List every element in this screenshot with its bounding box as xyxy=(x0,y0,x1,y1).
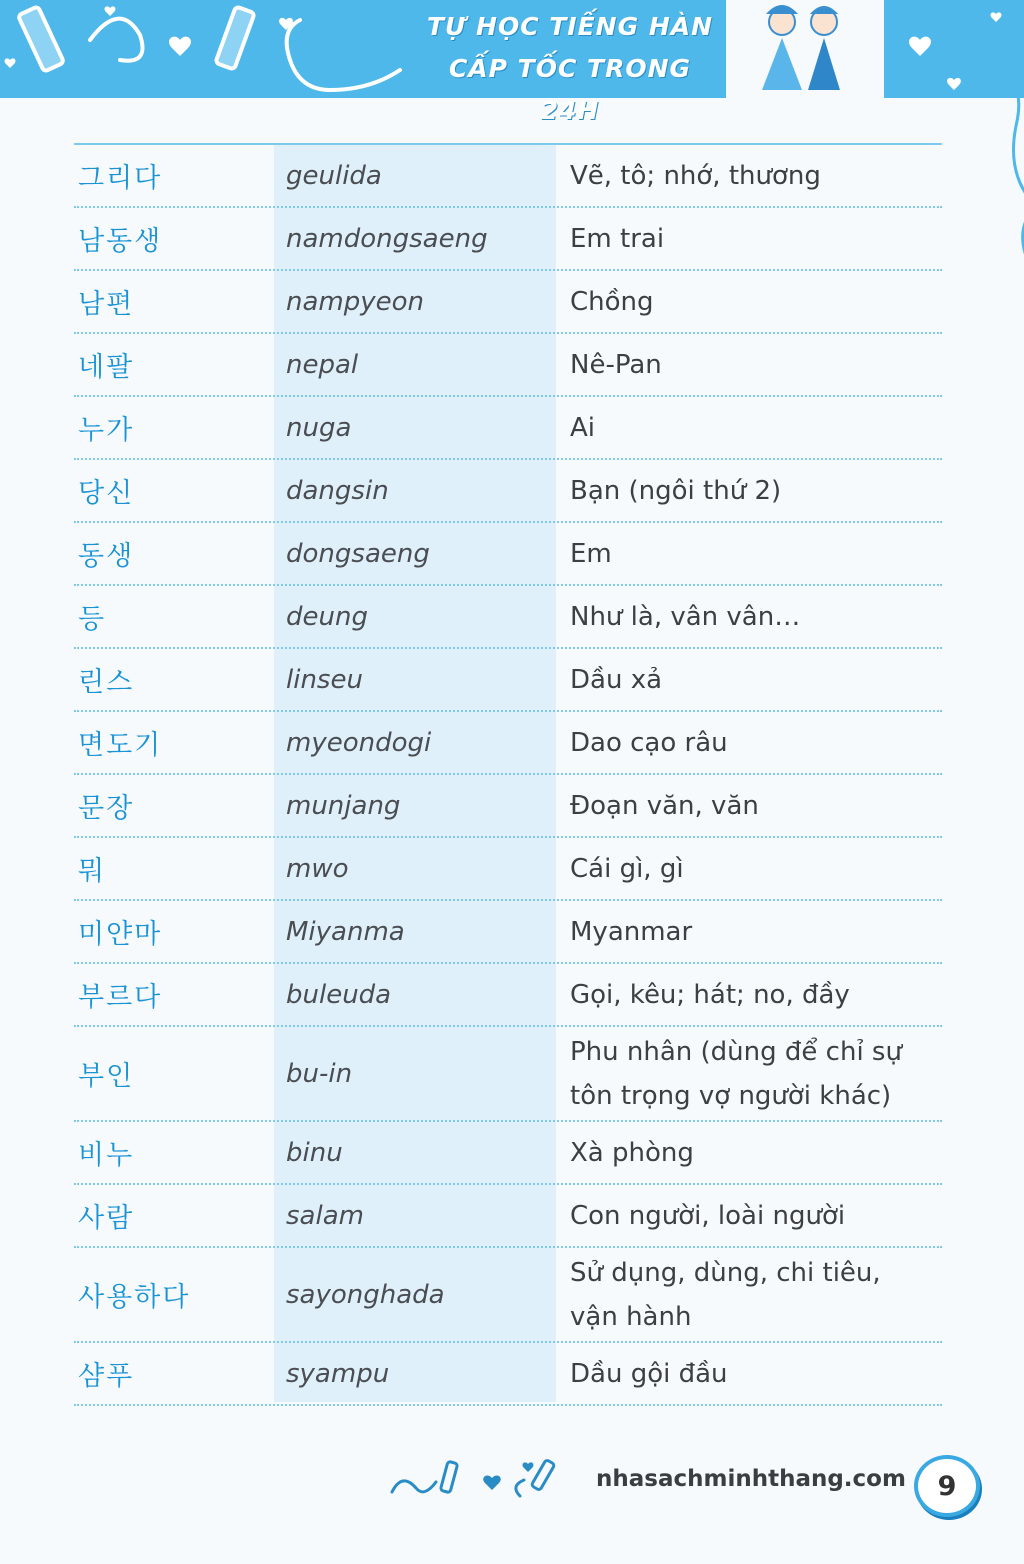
table-row xyxy=(74,1343,942,1406)
vietnamese-meaning: Gọi, kêu; hát; no, đầy xyxy=(570,979,850,1010)
pencil-doodle-icon xyxy=(0,0,420,98)
book-title-line1: TỰ HỌC TIẾNG HÀN xyxy=(426,12,714,41)
romanization: nuga xyxy=(286,412,352,443)
book-title-line2: CẤP TỐC TRONG 24H xyxy=(448,54,692,125)
korean-word: 린스 xyxy=(78,667,135,698)
vietnamese-meaning: Dầu xả xyxy=(570,664,663,695)
vietnamese-meaning: Ai xyxy=(570,412,596,443)
korean-word: 남편 xyxy=(78,289,135,320)
romanization: mwo xyxy=(286,853,349,884)
korean-word: 네팔 xyxy=(78,352,135,383)
korean-word: 등 xyxy=(78,604,107,635)
vietnamese-meaning: Xà phòng xyxy=(570,1137,694,1168)
romanization: salam xyxy=(286,1200,364,1231)
korean-word: 미얀마 xyxy=(78,919,163,950)
korean-word: 뭐 xyxy=(78,856,107,887)
table-row xyxy=(74,271,942,334)
korean-word: 면도기 xyxy=(78,730,163,761)
romanization: dangsin xyxy=(286,475,389,506)
romanization: nepal xyxy=(286,349,359,380)
romanization: Miyanma xyxy=(286,916,405,947)
romanization: deung xyxy=(286,601,368,632)
korean-word: 남동생 xyxy=(78,226,163,257)
romanization: myeondogi xyxy=(286,727,432,758)
korean-word: 당신 xyxy=(78,478,135,509)
romanization: buleuda xyxy=(286,979,392,1010)
table-row xyxy=(74,712,942,775)
korean-couple-icon xyxy=(726,0,884,100)
korean-word: 부르다 xyxy=(78,982,163,1013)
table-row xyxy=(74,649,942,712)
table-row xyxy=(74,1027,942,1122)
vietnamese-meaning: Em trai xyxy=(570,223,665,254)
page-number-badge xyxy=(914,1455,980,1517)
vietnamese-meaning: Phu nhân (dùng để chỉ sự tôn trọng vợ người khác) xyxy=(570,1036,902,1111)
korean-word: 누가 xyxy=(78,415,135,446)
vietnamese-meaning: Em xyxy=(570,538,612,569)
vietnamese-meaning: Dầu gội đầu xyxy=(570,1358,728,1389)
korean-word: 부인 xyxy=(78,1061,135,1092)
vocabulary-table xyxy=(74,143,942,1406)
korean-word: 샴푸 xyxy=(78,1361,135,1392)
vietnamese-meaning: Chồng xyxy=(570,286,654,317)
romanization: namdongsaeng xyxy=(286,223,488,254)
korean-word: 사람 xyxy=(78,1203,135,1234)
korean-word: 비누 xyxy=(78,1140,135,1171)
romanization: binu xyxy=(286,1137,343,1168)
romanization: munjang xyxy=(286,790,401,821)
vietnamese-meaning: Vẽ, tô; nhớ, thương xyxy=(570,160,821,191)
table-row xyxy=(74,1122,942,1185)
vietnamese-meaning: Sử dụng, dùng, chi tiêu, vận hành xyxy=(570,1257,881,1332)
romanization: bu-in xyxy=(286,1058,353,1089)
header-illustration-area xyxy=(726,0,884,100)
table-row xyxy=(74,586,942,649)
table-row xyxy=(74,208,942,271)
romanization: dongsaeng xyxy=(286,538,430,569)
romanization: geulida xyxy=(286,160,382,191)
table-row xyxy=(74,901,942,964)
vietnamese-meaning: Cái gì, gì xyxy=(570,853,684,884)
romanization: linseu xyxy=(286,664,363,695)
korean-word: 동생 xyxy=(78,541,135,572)
table-row xyxy=(74,145,942,208)
vietnamese-meaning: Bạn (ngôi thứ 2) xyxy=(570,475,782,506)
footer-doodle-icon xyxy=(388,1456,568,1506)
table-row xyxy=(74,460,942,523)
romanization: sayonghada xyxy=(286,1279,445,1310)
table-row xyxy=(74,838,942,901)
vietnamese-meaning: Con người, loài người xyxy=(570,1200,846,1231)
table-row xyxy=(74,1185,942,1248)
korean-word: 문장 xyxy=(78,793,135,824)
vietnamese-meaning: Myanmar xyxy=(570,916,693,947)
romanization: syampu xyxy=(286,1358,390,1389)
table-row xyxy=(74,523,942,586)
table-row xyxy=(74,964,942,1027)
vietnamese-meaning: Như là, vân vân… xyxy=(570,601,801,632)
page-number: 9 xyxy=(937,1470,957,1502)
vietnamese-meaning: Đoạn văn, văn xyxy=(570,790,759,821)
vietnamese-meaning: Nê-Pan xyxy=(570,349,662,380)
table-row xyxy=(74,334,942,397)
table-row xyxy=(74,397,942,460)
vietnamese-meaning: Dao cạo râu xyxy=(570,727,728,758)
footer-website: nhasachminhthang.com xyxy=(596,1466,906,1492)
table-row xyxy=(74,775,942,838)
table-row xyxy=(74,1248,942,1343)
book-title xyxy=(420,6,720,132)
korean-word: 그리다 xyxy=(78,163,163,194)
korean-word: 사용하다 xyxy=(78,1282,191,1313)
romanization: nampyeon xyxy=(286,286,425,317)
